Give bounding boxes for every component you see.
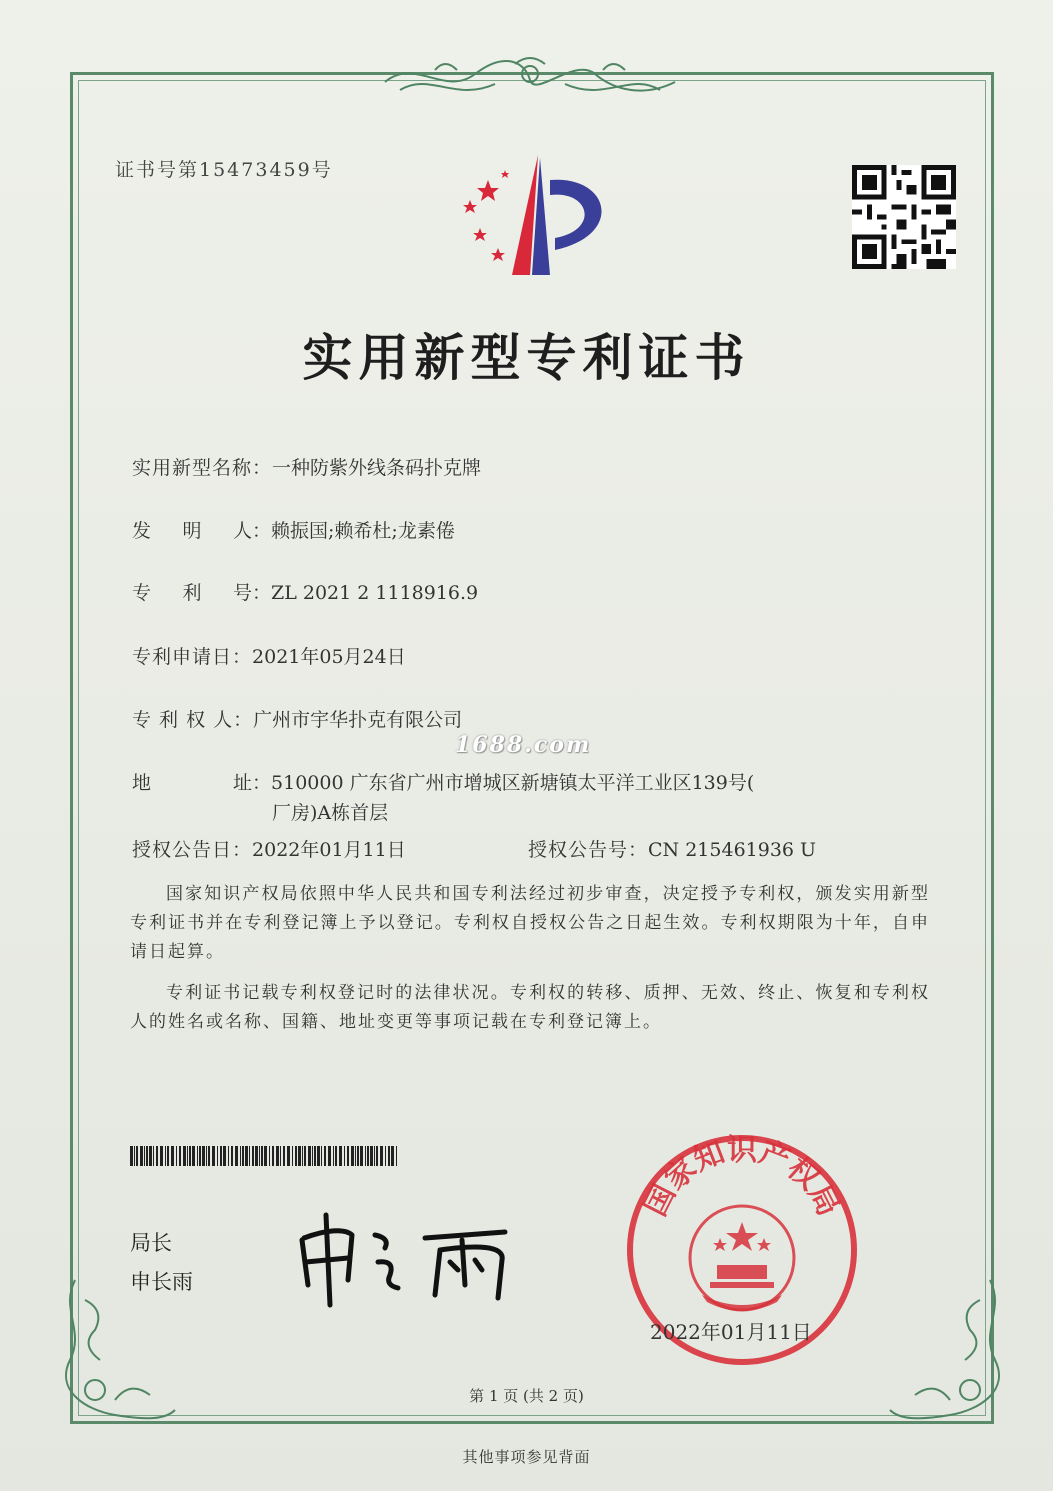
barcode-bar	[304, 1146, 306, 1166]
barcode-bar	[140, 1146, 143, 1166]
legal-paragraph-2: 专利证书记载专利权登记时的法律状况。专利权的转移、质押、无效、终止、恢复和专利权人的姓名或名称、国籍、地址变更等事项记载在专利登记簿上。	[130, 983, 930, 1032]
barcode-bar	[171, 1146, 174, 1166]
field-inventor	[132, 516, 455, 543]
barcode-bar	[391, 1146, 394, 1166]
bottom-right-ornament-icon	[880, 1270, 1010, 1430]
certificate-title: 实用新型专利证书	[302, 328, 751, 387]
barcode-bar	[374, 1146, 375, 1166]
field-patentee	[132, 705, 462, 732]
barcode-bar	[351, 1146, 354, 1166]
barcode-bar	[317, 1146, 320, 1166]
field-value: ZL 2021 2 1118916.9	[271, 582, 479, 604]
barcode-bar	[149, 1146, 152, 1166]
barcode-bar	[292, 1146, 293, 1166]
barcode-bar	[144, 1146, 145, 1166]
barcode-bar	[199, 1146, 201, 1166]
field-value: 2021年05月24日	[252, 646, 406, 668]
barcode-bar	[276, 1146, 279, 1166]
field-grant-date	[132, 835, 406, 862]
label-char: 明	[182, 520, 202, 542]
barcode-bar	[388, 1146, 390, 1166]
field-colon: ：	[252, 582, 272, 604]
field-address-line2	[272, 798, 388, 825]
barcode-bar	[134, 1146, 135, 1166]
barcode-bar	[252, 1146, 254, 1166]
barcode-bar	[357, 1146, 359, 1166]
seal-text: 国家知识产权局	[638, 1133, 846, 1222]
field-filing-date	[132, 642, 406, 669]
barcode-bar	[217, 1146, 218, 1166]
barcode-bar	[272, 1146, 274, 1166]
barcode-bar	[212, 1146, 215, 1166]
field-colon: ：	[252, 520, 272, 542]
barcode-bar	[202, 1146, 205, 1166]
barcode-bar	[308, 1146, 311, 1166]
certificate-number: 证书号第15473459号	[115, 159, 333, 181]
barcode	[130, 1146, 398, 1166]
barcode-bar	[220, 1146, 222, 1166]
barcode-bar	[376, 1146, 378, 1166]
barcode-bar	[302, 1146, 303, 1166]
director-signature-icon	[290, 1200, 540, 1310]
barcode-bar	[324, 1146, 326, 1166]
barcode-bar	[179, 1146, 181, 1166]
barcode-bar	[261, 1146, 263, 1166]
barcode-bar	[355, 1146, 356, 1166]
field-value: 一种防紫外线条码扑克牌	[272, 457, 482, 479]
barcode-bar	[231, 1146, 233, 1166]
watermark: 1688.com	[455, 732, 592, 758]
barcode-bar	[206, 1146, 207, 1166]
barcode-bar	[156, 1146, 158, 1166]
barcode-bar	[235, 1146, 238, 1166]
label-char: 号	[232, 582, 252, 604]
svg-text:国家知识产权局	[638, 1133, 846, 1222]
field-label: 专利申请日：	[132, 646, 253, 668]
barcode-bar	[287, 1146, 290, 1166]
barcode-bar	[312, 1146, 313, 1166]
field-label	[132, 768, 252, 795]
field-utility-model-name	[132, 453, 481, 480]
barcode-bar	[385, 1146, 386, 1166]
barcode-bar	[223, 1146, 226, 1166]
barcode-bar	[370, 1146, 373, 1166]
barcode-bar	[360, 1146, 363, 1166]
label-char: 地	[132, 772, 152, 794]
barcode-bar	[344, 1146, 345, 1166]
barcode-bar	[347, 1146, 349, 1166]
field-label: 授权公告日：	[132, 839, 253, 861]
barcode-bar	[295, 1146, 297, 1166]
barcode-bar	[269, 1146, 270, 1166]
director-title: 局长	[130, 1231, 172, 1255]
barcode-bar	[255, 1146, 258, 1166]
field-value: 厂房)A栋首层	[272, 802, 389, 824]
barcode-bar	[197, 1146, 198, 1166]
top-ornament-icon	[375, 52, 685, 102]
barcode-bar	[245, 1146, 248, 1166]
field-value: 510000 广东省广州市增城区新塘镇太平洋工业区139号(	[271, 772, 755, 794]
seal-date: 2022年01月11日	[650, 1320, 812, 1344]
barcode-bar	[283, 1146, 285, 1166]
barcode-bar	[183, 1146, 186, 1166]
barcode-bar	[130, 1146, 133, 1166]
field-value: CN 215461936 U	[648, 839, 817, 861]
barcode-bar	[333, 1146, 334, 1166]
barcode-bar	[328, 1146, 331, 1166]
label-char: 专	[132, 582, 152, 604]
field-value: 赖振国;赖希杜;龙素倦	[271, 520, 455, 542]
qr-code	[852, 165, 956, 269]
barcode-bar	[160, 1146, 163, 1166]
field-label: 实用新型名称：	[132, 457, 273, 479]
label-char: 址	[232, 772, 252, 794]
barcode-bar	[208, 1146, 210, 1166]
footer-note: 其他事项参见背面	[462, 1448, 591, 1466]
barcode-bar	[249, 1146, 250, 1166]
field-address	[132, 768, 754, 795]
director-name: 申长雨	[130, 1270, 193, 1294]
field-label	[132, 578, 252, 605]
field-label: 授权公告号：	[528, 839, 649, 861]
field-value: 2022年01月11日	[252, 839, 406, 861]
barcode-bar	[228, 1146, 229, 1166]
barcode-bar	[176, 1146, 177, 1166]
page-number: 第 1 页 (共 2 页)	[469, 1387, 584, 1405]
barcode-bar	[264, 1146, 267, 1166]
barcode-bar	[365, 1146, 366, 1166]
barcode-bar	[314, 1146, 316, 1166]
barcode-bar	[189, 1146, 191, 1166]
field-patent-number	[132, 578, 478, 605]
field-grant-number	[528, 835, 816, 862]
barcode-bar	[339, 1146, 342, 1166]
barcode-bar	[240, 1146, 241, 1166]
barcode-bar	[321, 1146, 322, 1166]
field-value: 广州市宇华扑克有限公司	[253, 709, 463, 731]
patent-office-logo-icon	[450, 150, 620, 280]
field-label: 专 利 权 人：	[132, 709, 254, 731]
barcode-bar	[192, 1146, 195, 1166]
legal-paragraph-1: 国家知识产权局依照中华人民共和国专利法经过初步审查，决定授予专利权，颁发实用新型专利证书并在专利登记簿上予以登记。专利权自授权公告之日起生效。专利权期限为十年，自申请日起算。	[130, 884, 930, 962]
label-char: 利	[182, 582, 202, 604]
barcode-bar	[380, 1146, 383, 1166]
barcode-bar	[298, 1146, 301, 1166]
barcode-bar	[280, 1146, 281, 1166]
barcode-bar	[165, 1146, 166, 1166]
barcode-bar	[187, 1146, 188, 1166]
barcode-bar	[259, 1146, 260, 1166]
barcode-bar	[335, 1146, 337, 1166]
barcode-bar	[396, 1146, 397, 1166]
barcode-bar	[367, 1146, 369, 1166]
barcode-bar	[242, 1146, 244, 1166]
field-colon: ：	[252, 772, 272, 794]
barcode-bar	[153, 1146, 154, 1166]
barcode-bar	[167, 1146, 169, 1166]
barcode-bar	[136, 1146, 138, 1166]
label-char: 人	[232, 520, 252, 542]
barcode-bar	[146, 1146, 148, 1166]
label-char: 发	[132, 520, 152, 542]
field-label	[132, 516, 252, 543]
